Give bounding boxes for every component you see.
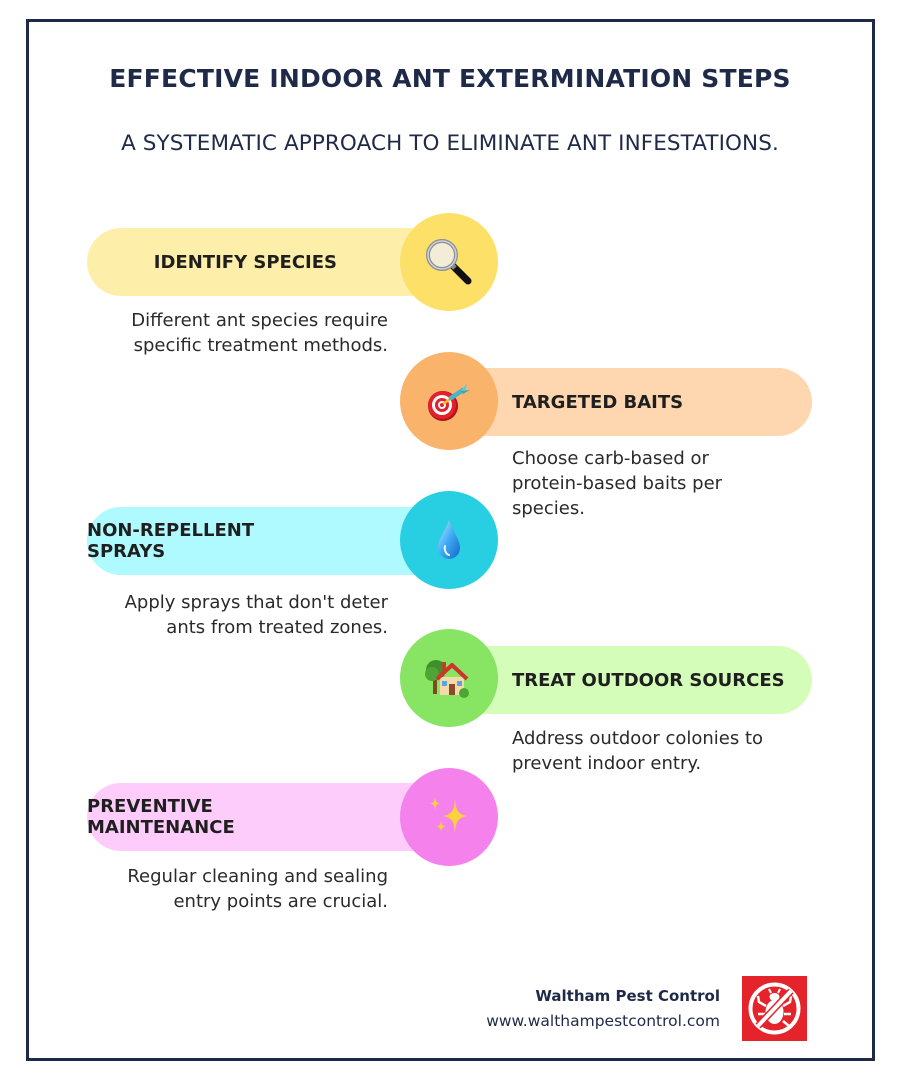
water-drop-icon (421, 512, 477, 568)
step-description: Regular cleaning and sealing entry points are crucial. (127, 866, 388, 912)
company-name: Waltham Pest Control (535, 987, 720, 1005)
sparkles-icon (421, 789, 477, 845)
step-title: PREVENTIVE MAINTENANCE (87, 796, 235, 838)
step-icon-circle (400, 629, 498, 727)
step-pill-identify-species (87, 228, 449, 296)
page-subtitle: A SYSTEMATIC APPROACH TO ELIMINATE ANT INFESTATIONS. (121, 131, 779, 156)
step-title: TREAT OUTDOOR SOURCES (512, 669, 785, 691)
target-dart-icon (421, 373, 477, 429)
no-bugs-icon (742, 976, 807, 1041)
step-pill-treat-outdoor-sources (449, 646, 812, 714)
step-description: Address outdoor colonies to prevent indoor entry. (512, 728, 764, 774)
step-title: TARGETED BAITS (512, 391, 684, 413)
step-title: IDENTIFY SPECIES (153, 251, 337, 273)
step-pill-non-repellent-sprays (87, 507, 449, 575)
step-pill-targeted-baits (449, 368, 812, 436)
step-description: Different ant species require specific treatment methods. (131, 310, 388, 356)
step-pill-preventive-maintenance (87, 783, 449, 851)
company-website-link[interactable]: www.walthampestcontrol.com (486, 1012, 720, 1030)
step-icon-circle (400, 491, 498, 589)
step-icon-circle (400, 768, 498, 866)
magnifying-glass-icon (421, 234, 477, 290)
page-title: EFFECTIVE INDOOR ANT EXTERMINATION STEPS (109, 64, 791, 93)
house-with-tree-icon (421, 650, 477, 706)
step-title: NON-REPELLENT SPRAYS (87, 520, 255, 562)
step-description: Choose carb-based or protein-based baits per species. (512, 448, 723, 519)
step-description: Apply sprays that don't deter ants from treated zones. (124, 592, 388, 638)
step-icon-circle (400, 213, 498, 311)
company-logo (742, 976, 807, 1041)
step-icon-circle (400, 352, 498, 450)
